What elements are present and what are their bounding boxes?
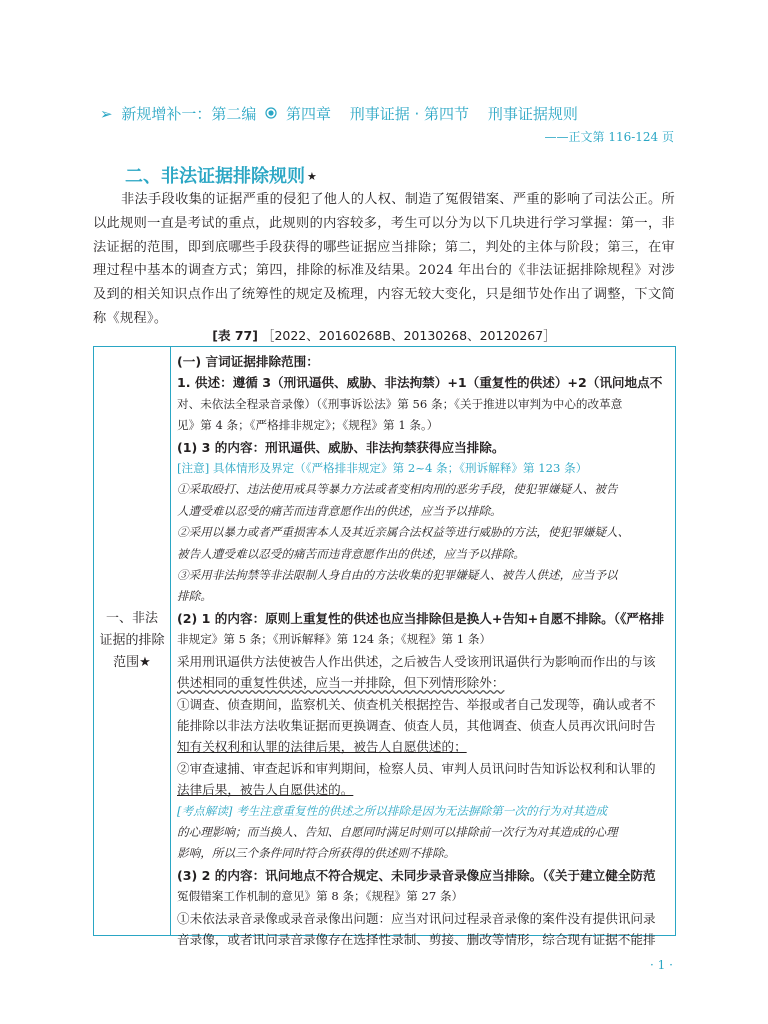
table-label: [表 77] bbox=[212, 328, 258, 343]
dot-icon bbox=[264, 105, 278, 123]
row-header-line: 证据的排除 bbox=[99, 633, 165, 648]
table-line: 见》第 4 条；《严格排非规定》；《规程》第 1 条。） bbox=[177, 418, 439, 433]
page-reference: ——正文第 116-124 页 bbox=[544, 130, 674, 144]
table-line: 能排除以非法方法收集证据而更换调查、侦查人员，其他调查、侦查人员再次讯问时告 bbox=[177, 717, 656, 733]
table-line: 排除。 bbox=[177, 589, 212, 604]
table-line: ①调查、侦查期间，监察机关、侦查机关根据控告、举报或者自己发现等，确认或者不 bbox=[177, 696, 656, 712]
table-row-header bbox=[94, 347, 171, 935]
breadcrumb-part: 刑事证据 · 第四节 bbox=[349, 105, 470, 123]
table-line: 非规定》第 5 条；《刑诉解释》第 124 条；《规程》第 1 条） bbox=[177, 632, 492, 647]
table-line: (2) 1 的内容：原则上重复性的供述也应当排除但是换人+告知+自愿不排除。（《严格排 bbox=[177, 610, 665, 626]
table-line: (一) 言词证据排除范围： bbox=[177, 354, 319, 369]
intro-text: 非法手段收集的证据严重的侵犯了他人的人权、制造了冤假错案、严重的影响了司法公正。所以此规则一直是考试的重点，此规则的内容较多，考生可以分为以下几块进行学习掌握：第一，非法证据的范围，即到底哪些手段获得的哪些证据应当排除；第二，判处的主体与阶段；第三，在审理过程中基本的调查方式；第四，排除的标准及结果。2024 年出台的《非法证据排除规程》对涉及到的相关知识点作出了统筹性的规定及梳理，内容无较大变化，只是细节处作出了调整，下文简称《规程》。 bbox=[93, 192, 675, 326]
table-line: 被告人遭受难以忍受的痛苦而违背意愿作出的供述，应当予以排除。 bbox=[177, 546, 525, 561]
row-header-line: 范围★ bbox=[113, 655, 151, 670]
table-line: (3) 2 的内容：讯问地点不符合规定、未同步录音录像应当排除。（《关于建立健全防范 bbox=[177, 867, 656, 883]
row-header-line: 一、非法 bbox=[105, 611, 158, 626]
table-line: ②采用以暴力或者严重损害本人及其近亲属合法权益等进行威胁的方法，使犯罪嫌疑人、 bbox=[177, 525, 630, 540]
table-line: 知有关权利和认罪的法律后果，被告人自愿供述的； bbox=[177, 739, 467, 755]
table-line: 1. 供述：遵循 3（刑讯逼供、威胁、非法拘禁）+1（重复性的供述）+2（讯问地点不 bbox=[177, 375, 663, 391]
arrow-icon: ➢ bbox=[100, 105, 113, 123]
breadcrumb-part: 第四章 bbox=[285, 105, 331, 123]
rules-table bbox=[93, 346, 676, 947]
section-title-text: 二、非法证据排除规则 bbox=[125, 166, 305, 187]
table-line: 的心理影响；而当换人、告知、自愿同时满足时则可以排除前一次行为对其造成的心理 bbox=[177, 824, 618, 839]
section-title bbox=[125, 162, 317, 188]
table-line: 冤假错案工作机制的意见》第 8 条；《规程》第 27 条） bbox=[177, 889, 464, 904]
table-content bbox=[171, 347, 675, 947]
table-line: 人遭受难以忍受的痛苦而违背意愿作出的供述，应当予以排除。 bbox=[177, 503, 502, 518]
table-line: 法律后果，被告人自愿供述的。 bbox=[177, 782, 354, 798]
table-line: 供述相同的重复性供述，应当一并排除，但下列情形除外： bbox=[177, 675, 505, 691]
table-line: ②审查逮捕、审查起诉和审判期间，检察人员、审判人员讯问时告知诉讼权利和认罪的 bbox=[177, 760, 656, 776]
table-line: [考点解读] 考生注意重复性的供述之所以排除是因为无法摒除第一次的行为对其造成 bbox=[177, 803, 608, 818]
breadcrumb bbox=[100, 103, 578, 124]
table-caption bbox=[0, 326, 768, 344]
table-line: [注意] 具体情形及界定（《严格排非规定》第 2~4 条；《刑诉解释》第 123 条） bbox=[177, 461, 588, 476]
table-line: ①采取殴打、违法使用戒具等暴力方法或者变相肉刑的恶劣手段，使犯罪嫌疑人、被告 bbox=[177, 482, 618, 497]
star-icon: ★ bbox=[307, 170, 317, 183]
table-line: ①未依法录音录像或录音录像出问题：应当对讯问过程录音录像的案件没有提供讯问录 bbox=[177, 910, 656, 926]
table-line: 音录像，或者讯问录音录像存在选择性录制、剪接、删改等情形，综合现有证据不能排 bbox=[177, 931, 656, 947]
table-line: 对、未依法全程录音录像）（《刑事诉讼法》第 56 条；《关于推进以审判为中心的改革意 bbox=[177, 396, 623, 411]
breadcrumb-part: 刑事证据规则 bbox=[487, 105, 578, 123]
table-line: ③采用非法拘禁等非法限制人身自由的方法收集的犯罪嫌疑人、被告人供述，应当予以 bbox=[177, 568, 618, 583]
breadcrumb-part: 新规增补一：第二编 bbox=[121, 105, 257, 123]
intro-paragraph bbox=[93, 188, 675, 331]
table-line: 影响，所以三个条件同时符合所获得的供述则不排除。 bbox=[177, 846, 456, 861]
page-number: · 1 · bbox=[650, 958, 673, 972]
table-line: (1) 3 的内容：刑讯逼供、威胁、非法拘禁获得应当排除。 bbox=[177, 439, 505, 455]
table-line: 采用刑讯逼供方法使被告人作出供述，之后被告人受该刑讯逼供行为影响而作出的与该 bbox=[177, 653, 656, 669]
table-refs: ［2022、20160268B、20130268、20120267］ bbox=[261, 328, 556, 343]
